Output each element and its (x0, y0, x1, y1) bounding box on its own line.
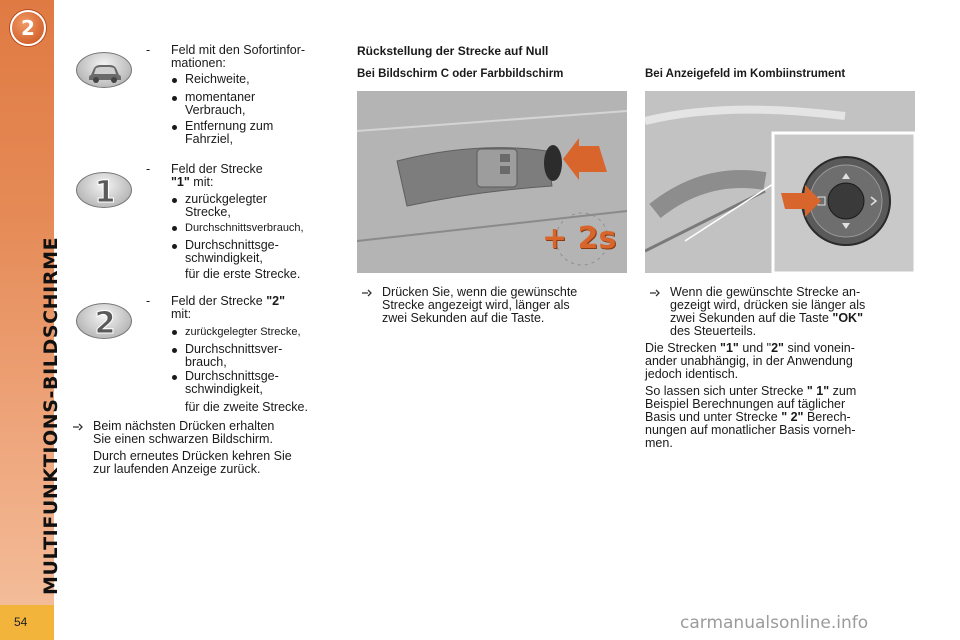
list-item: Durchschnittsver- (185, 342, 283, 356)
list-item: Reichweite, (185, 72, 250, 86)
bullet (172, 198, 177, 203)
right-p3-3a: Basis und unter Strecke (645, 410, 782, 424)
steering-control-photo (645, 91, 915, 273)
trip-2-icon (76, 303, 132, 339)
feld1-mit: mit: (189, 175, 214, 189)
right-p2-b: "1" (720, 341, 739, 355)
note-line4: zur laufenden Anzeige zurück. (93, 462, 261, 476)
right-p2-c: und " (738, 341, 772, 355)
subheading-screen: Bei Bildschirm C oder Farbbildschirm (357, 68, 564, 80)
middle-text-1: Drücken Sie, wenn die gewünschte (382, 285, 578, 299)
hand-pointer-icon (361, 287, 373, 299)
list-dash: - (146, 43, 151, 57)
right-p2-d: 2" (771, 341, 784, 355)
list-item: Entfernung zum (185, 119, 274, 133)
feld2-closing: für die zweite Strecke. (185, 400, 308, 414)
svg-text:2: 2 (94, 306, 116, 340)
list-item: momentaner (185, 90, 256, 104)
right-p3-1a: So lassen sich unter Strecke (645, 384, 807, 398)
right-p1-line1: Wenn die gewünschte Strecke an- (670, 285, 861, 299)
trip-number-1: "1" (171, 175, 190, 189)
svg-text:1: 1 (94, 175, 116, 209)
right-p3-line2: Beispiel Berechnungen auf täglicher (645, 397, 846, 411)
page-number: 54 (14, 615, 28, 629)
watermark: carmanualsonline.info (680, 613, 869, 633)
list-dash: - (146, 162, 151, 176)
chapter-number: 2 (21, 16, 35, 40)
feld-sofort-intro-1: Feld mit den Sofortinfor- (171, 43, 306, 57)
right-p3-line4: nungen auf monatlicher Basis vorneh- (645, 423, 856, 437)
bullet (172, 348, 177, 353)
feld2-label: Feld der Strecke (171, 294, 267, 308)
car-icon (76, 52, 132, 88)
right-p1-line3a: zwei Sekunden auf die Taste (670, 311, 833, 325)
page-number-box (0, 605, 54, 640)
list-item: zurückgelegter (185, 192, 267, 206)
bullet (172, 78, 177, 83)
trip-1-icon (76, 172, 132, 208)
list-item: brauch, (185, 355, 227, 369)
list-item: Durchschnittsverbrauch, (185, 222, 304, 234)
chapter-title: MULTIFUNKTIONS-BILDSCHIRME (40, 236, 62, 595)
feld1-closing: für die erste Strecke. (185, 267, 301, 281)
section-heading: Rückstellung der Strecke auf Null (357, 44, 549, 58)
list-item: Verbrauch, (185, 103, 246, 117)
list-item: Fahrziel, (185, 132, 233, 146)
list-item: zurückgelegter Strecke, (185, 326, 301, 338)
bullet (172, 375, 177, 380)
chapter-number-badge (10, 10, 46, 46)
bullet (172, 330, 177, 335)
right-p2-a: Die Strecken (645, 341, 721, 355)
note-line2: Sie einen schwarzen Bildschirm. (93, 432, 273, 446)
note-line3: Durch erneutes Drücken kehren Sie (93, 449, 292, 463)
note-line1: Beim nächsten Drücken erhalten (93, 419, 275, 433)
list-item: Durchschnittsge- (185, 369, 279, 383)
list-item: schwindigkeit, (185, 251, 263, 265)
right-p2-e: sind vonein- (783, 341, 855, 355)
ok-key-label: "OK" (832, 311, 863, 325)
bullet (172, 226, 177, 231)
feld1-line1: Feld der Strecke (171, 162, 263, 176)
middle-text-2: Strecke angezeigt wird, länger als (382, 298, 570, 312)
list-dash: - (146, 294, 151, 308)
chapter-sidebar (0, 0, 62, 605)
list-item: Durchschnittsge- (185, 238, 279, 252)
right-p1-line2: gezeigt wird, drücken sie länger als (670, 298, 866, 312)
right-p3-1b: " 1" (806, 384, 830, 398)
feld2-mit: mit: (171, 307, 192, 321)
hand-pointer-icon (649, 287, 661, 299)
right-p3-3c: Berech- (803, 410, 851, 424)
subheading-cluster: Bei Anzeigefeld im Kombiinstrument (645, 68, 846, 80)
bullet (172, 244, 177, 249)
hold-2s-badge: + 2s (542, 221, 617, 256)
feld-sofort-intro-2: mationen: (171, 56, 226, 70)
hand-pointer-icon (72, 421, 84, 433)
stalk-photo (357, 91, 627, 273)
middle-text-3: zwei Sekunden auf die Taste. (382, 311, 545, 325)
trip-number-2: "2" (266, 294, 285, 308)
list-item: schwindigkeit, (185, 382, 263, 396)
bullet (172, 96, 177, 101)
right-p3-line5: men. (645, 436, 673, 450)
right-p2-line3: jedoch identisch. (645, 367, 739, 381)
feld1-line2 (171, 176, 213, 189)
right-p3-3b: " 2" (781, 410, 804, 424)
bullet (172, 125, 177, 130)
right-p2-line2: ander unabhängig, in der Anwendung (645, 354, 853, 368)
list-item: Strecke, (185, 205, 231, 219)
right-p1-line4: des Steuerteils. (670, 324, 757, 338)
right-p3-1c: zum (829, 384, 857, 398)
